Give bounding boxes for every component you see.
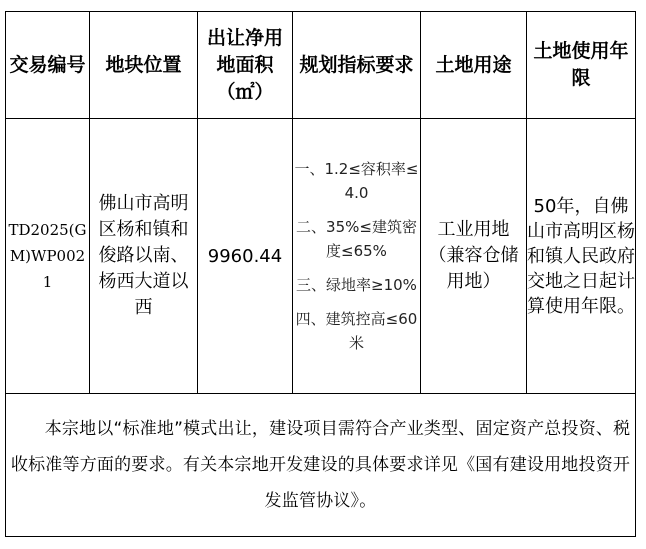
header-planning-requirements: 规划指标要求 <box>293 12 421 119</box>
planning-item-green-ratio: 三、绿地率≥10% <box>296 276 417 294</box>
table-note: 本宗地以“标准地”模式出让，建设项目需符合产业类型、固定资产总投资、税收标准等方面的要求。有关本宗地开发建设的具体要求详见《国有建设用地投资开发监管协议》。 <box>6 394 636 537</box>
header-land-area: 出让净用地面积（㎡） <box>198 12 293 119</box>
cell-land-use-term: 50年，自佛山市高明区杨和镇人民政府交地之日起计算使用年限。 <box>527 119 636 394</box>
planning-item-plot-ratio: 一、1.2≤容积率≤4.0 <box>294 160 419 202</box>
planning-item-building-density: 二、35%≤建筑密度≤65% <box>296 218 417 260</box>
table-row <box>6 119 636 394</box>
table-note-row <box>6 394 636 537</box>
header-land-use-term: 土地使用年限 <box>527 12 636 119</box>
cell-plot-location: 佛山市高明区杨和镇和俊路以南、杨西大道以西 <box>90 119 198 394</box>
land-transaction-table <box>5 11 636 537</box>
cell-land-use: 工业用地（兼容仓储用地） <box>421 119 527 394</box>
header-plot-location: 地块位置 <box>90 12 198 119</box>
header-transaction-code: 交易编号 <box>6 12 90 119</box>
planning-item-height-limit: 四、建筑控高≤60米 <box>295 310 418 352</box>
cell-land-area: 9960.44 <box>198 119 293 394</box>
table-header-row <box>6 12 636 119</box>
cell-transaction-code: TD2025(GM)WP0021 <box>6 119 90 394</box>
cell-planning-requirements <box>293 119 421 394</box>
header-land-use: 土地用途 <box>421 12 527 119</box>
